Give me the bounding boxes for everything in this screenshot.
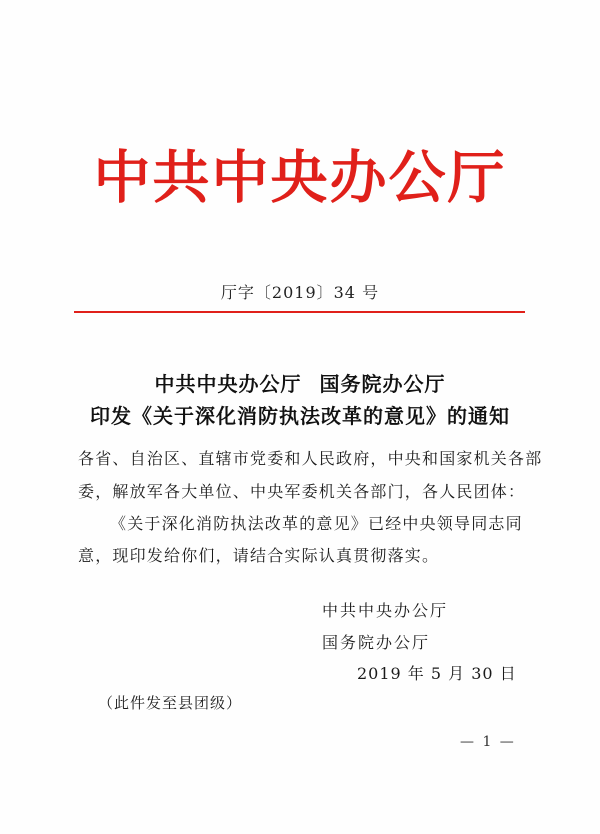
red-divider-line xyxy=(74,311,525,313)
signature-org-1: 中共中央办公厅 xyxy=(322,601,449,620)
signature-date: 2019 年 5 月 30 日 xyxy=(357,664,517,683)
distribution-note: （此件发至县团级） xyxy=(98,694,243,712)
title-line-1 xyxy=(0,368,600,397)
page-number: — 1 — xyxy=(460,734,516,750)
signature-org-2: 国务院办公厅 xyxy=(322,633,431,652)
body-paragraph-line-2: 意，现印发给你们，请结合实际认真贯彻落实。 xyxy=(78,546,440,565)
document-number: 厅字〔2019〕34 号 xyxy=(220,283,380,302)
addressee-line-2: 委，解放军各大单位、中央军委机关各部门，各人民团体： xyxy=(78,482,526,501)
title-issuer-2: 国务院办公厅 xyxy=(319,372,446,396)
addressee-line-1: 各省、自治区、直辖市党委和人民政府，中央和国家机关各部 xyxy=(78,449,543,468)
masthead-issuer: 中共中央办公厅 xyxy=(93,145,507,211)
title-line-2: 印发《关于深化消防执法改革的意见》的通知 xyxy=(90,404,510,428)
title-issuer-1: 中共中央办公厅 xyxy=(154,372,302,396)
body-paragraph-line-1: 《关于深化消防执法改革的意见》已经中央领导同志同 xyxy=(110,514,523,533)
